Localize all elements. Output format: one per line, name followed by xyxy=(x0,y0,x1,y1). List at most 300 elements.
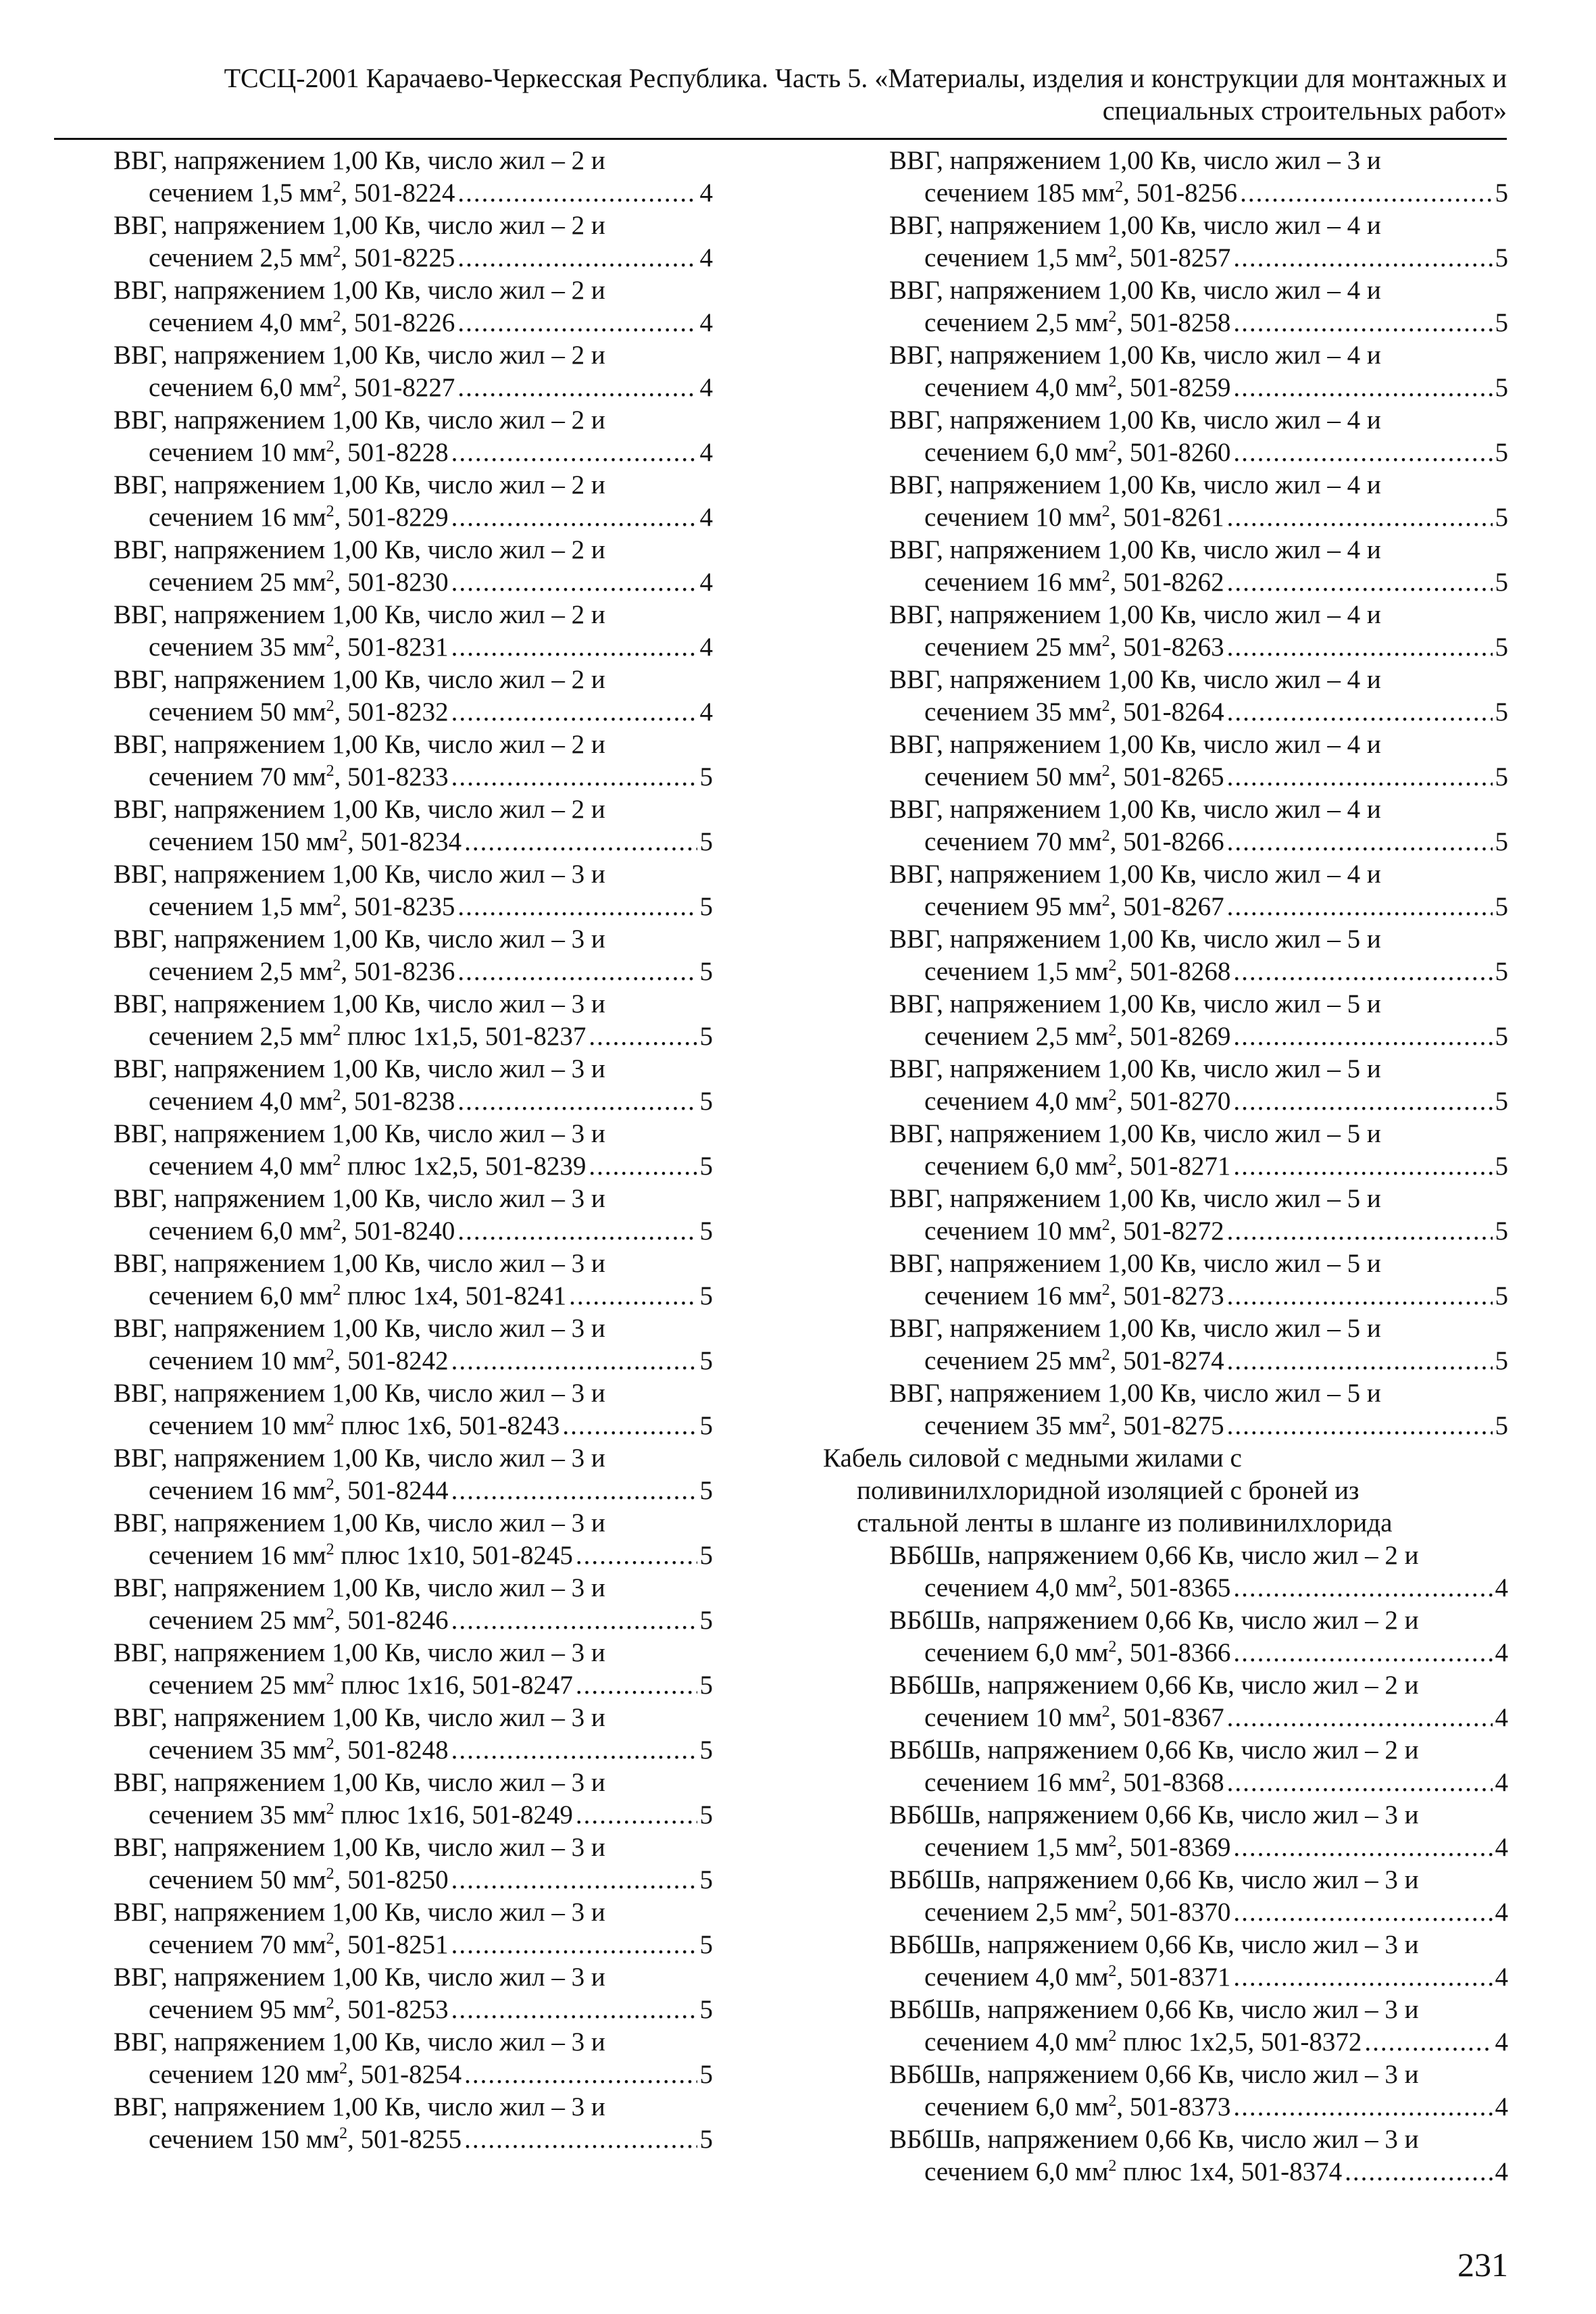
section-heading-line: поливинилхлоридной изоляцией с броней из xyxy=(857,1476,1360,1505)
entry-code-text: , 501-8268 xyxy=(1116,957,1231,986)
entry-code-text: , 501-8371 xyxy=(1116,1963,1231,1992)
entry-size-text: сечением 1,5 мм xyxy=(149,892,333,921)
entry-detail-line xyxy=(823,891,1508,923)
entry-section-text xyxy=(924,891,1224,923)
dot-leader xyxy=(464,2059,697,2091)
entry-code-text: , 501-8244 xyxy=(334,1476,449,1505)
entry-detail-line xyxy=(114,566,713,599)
entry-superscript: 2 xyxy=(326,697,334,715)
entry-size-text: сечением 2,5 мм xyxy=(924,1898,1109,1927)
dot-leader xyxy=(569,1280,697,1312)
entry-size-text: сечением 35 мм xyxy=(924,697,1102,727)
entry-superscript: 2 xyxy=(326,1800,334,1818)
entry-detail-line xyxy=(823,1150,1508,1183)
entry-page-number: 5 xyxy=(699,2060,713,2089)
entry-section-text xyxy=(924,1831,1230,1864)
index-entry xyxy=(114,145,713,210)
entry-superscript: 2 xyxy=(326,1541,334,1558)
entry-section-text xyxy=(149,761,449,793)
dot-leader xyxy=(457,1215,697,1248)
entry-page-number: 5 xyxy=(1495,1281,1508,1310)
entry-section-text xyxy=(149,1410,559,1442)
entry-detail-line xyxy=(114,437,713,469)
entry-superscript: 2 xyxy=(1101,697,1110,715)
entry-section-text xyxy=(149,1475,449,1507)
entry-code-text: , 501-8269 xyxy=(1116,1022,1231,1051)
index-entry xyxy=(823,2059,1508,2123)
entry-superscript: 2 xyxy=(1108,373,1117,391)
entry-title: ВВГ, напряжением 1,00 Кв, число жил – 3 и xyxy=(889,146,1381,175)
entry-size-text: сечением 50 мм xyxy=(924,762,1102,791)
entry-section-text xyxy=(149,1864,449,1896)
dot-leader xyxy=(457,891,697,923)
index-entry xyxy=(114,274,713,339)
entry-code-text: , 501-8261 xyxy=(1109,503,1224,532)
dot-leader xyxy=(1227,761,1493,793)
dot-leader xyxy=(457,242,697,274)
index-entry xyxy=(114,469,713,534)
entry-superscript: 2 xyxy=(326,503,334,520)
index-entry xyxy=(823,1799,1508,1864)
entry-superscript: 2 xyxy=(1101,1703,1110,1721)
index-entry xyxy=(823,534,1508,599)
entry-code-text: плюс 1x1,5, 501-8237 xyxy=(341,1022,587,1051)
index-entry xyxy=(823,1312,1508,1377)
entry-section-text xyxy=(149,1215,455,1248)
entry-size-text: сечением 50 мм xyxy=(149,697,326,727)
entry-size-text: сечением 10 мм xyxy=(149,438,326,467)
entry-page-number: 5 xyxy=(1495,568,1508,597)
entry-size-text: сечением 25 мм xyxy=(149,1671,326,1700)
entry-code-text: , 501-8263 xyxy=(1109,633,1224,662)
section-heading-line: стальной ленты в шланге из поливинилхлорида xyxy=(857,1508,1393,1537)
dot-leader xyxy=(451,566,697,599)
dot-leader xyxy=(1233,1896,1492,1929)
entry-size-text: сечением 16 мм xyxy=(924,568,1102,597)
entry-code-text: , 501-8373 xyxy=(1116,2092,1231,2121)
dot-leader xyxy=(457,372,697,404)
entry-page-number: 4 xyxy=(699,308,713,337)
entry-title: ВБбШв, напряжением 0,66 Кв, число жил – 2 и xyxy=(889,1606,1419,1635)
entry-page-number: 5 xyxy=(699,1476,713,1505)
entry-superscript: 2 xyxy=(1101,503,1110,520)
entry-superscript: 2 xyxy=(1108,1022,1117,1039)
entry-title: ВВГ, напряжением 1,00 Кв, число жил – 5 и xyxy=(889,1184,1381,1213)
dot-leader xyxy=(1227,1702,1493,1734)
entry-detail-line xyxy=(823,307,1508,339)
entry-page-number: 5 xyxy=(699,1606,713,1635)
entry-size-text: сечением 6,0 мм xyxy=(924,438,1109,467)
entry-title: ВВГ, напряжением 1,00 Кв, число жил – 3 и xyxy=(114,1119,605,1148)
entry-section-text xyxy=(924,177,1237,210)
entry-size-text: сечением 16 мм xyxy=(149,1476,326,1505)
entry-page-number: 5 xyxy=(699,1930,713,1959)
entry-section-text xyxy=(149,696,449,729)
entry-detail-line xyxy=(823,1020,1508,1053)
index-entry xyxy=(114,1961,713,2026)
entry-page-number: 5 xyxy=(699,1152,713,1181)
entry-page-number: 4 xyxy=(699,697,713,727)
entry-title: ВВГ, напряжением 1,00 Кв, число жил – 3 и xyxy=(114,925,605,954)
index-entry xyxy=(823,1864,1508,1929)
entry-superscript: 2 xyxy=(332,178,341,196)
entry-superscript: 2 xyxy=(326,1930,334,1948)
dot-leader xyxy=(451,631,697,664)
dot-leader xyxy=(1233,1085,1492,1118)
entry-page-number: 5 xyxy=(699,892,713,921)
dot-leader xyxy=(457,177,697,210)
entry-section-text xyxy=(924,1896,1230,1929)
running-header xyxy=(54,62,1507,127)
index-entry xyxy=(823,1734,1508,1799)
entry-section-text xyxy=(924,566,1224,599)
entry-section-text xyxy=(924,631,1224,664)
dot-leader xyxy=(451,1604,697,1637)
entry-code-text: , 501-8235 xyxy=(341,892,455,921)
entry-page-number: 5 xyxy=(699,1346,713,1375)
entry-superscript: 2 xyxy=(1108,957,1117,975)
entry-title: ВВГ, напряжением 1,00 Кв, число жил – 2 и xyxy=(114,470,605,499)
entry-title: ВВГ, напряжением 1,00 Кв, число жил – 2 и xyxy=(114,795,605,824)
dot-leader xyxy=(576,1669,697,1702)
entry-size-text: сечением 70 мм xyxy=(149,1930,326,1959)
entry-detail-line xyxy=(823,1767,1508,1799)
dot-leader xyxy=(1233,2091,1492,2123)
entry-title: ВВГ, напряжением 1,00 Кв, число жил – 2 и xyxy=(114,276,605,305)
entry-section-text xyxy=(924,1280,1224,1312)
index-entry xyxy=(114,1183,713,1248)
entry-title: ВБбШв, напряжением 0,66 Кв, число жил – 2 и xyxy=(889,1736,1419,1765)
entry-code-text: , 501-8257 xyxy=(1116,243,1231,272)
index-entry xyxy=(823,274,1508,339)
entry-section-text xyxy=(149,1020,586,1053)
entry-size-text: сечением 16 мм xyxy=(149,503,326,532)
section-heading xyxy=(823,1442,1508,1540)
section-heading-line: Кабель силовой с медными жилами с xyxy=(823,1444,1242,1473)
entry-size-text: сечением 10 мм xyxy=(924,1703,1102,1732)
entry-page-number: 4 xyxy=(1495,1573,1508,1602)
entry-superscript: 2 xyxy=(1108,1087,1117,1104)
entry-title: ВВГ, напряжением 1,00 Кв, число жил – 3 и xyxy=(114,1963,605,1992)
entry-superscript: 2 xyxy=(326,1736,334,1753)
entry-size-text: сечением 1,5 мм xyxy=(924,957,1109,986)
entry-page-number: 5 xyxy=(699,1411,713,1440)
entry-title: ВВГ, напряжением 1,00 Кв, число жил – 3 и xyxy=(114,1898,605,1927)
index-entry xyxy=(114,1248,713,1312)
entry-title: ВВГ, напряжением 1,00 Кв, число жил – 2 и xyxy=(114,146,605,175)
entry-superscript: 2 xyxy=(1101,633,1110,650)
entry-section-text xyxy=(149,1085,455,1118)
entry-superscript: 2 xyxy=(332,1152,341,1169)
entry-code-text: , 501-8270 xyxy=(1116,1087,1231,1116)
entry-code-text: , 501-8266 xyxy=(1109,827,1224,856)
index-entry xyxy=(114,2091,713,2156)
entry-page-number: 5 xyxy=(1495,1022,1508,1051)
entry-superscript: 2 xyxy=(1108,308,1117,326)
entry-size-text: сечением 2,5 мм xyxy=(924,1022,1109,1051)
entry-section-text xyxy=(149,501,449,534)
entry-detail-line xyxy=(114,372,713,404)
entry-detail-line xyxy=(823,2026,1508,2059)
entry-size-text: сечением 4,0 мм xyxy=(924,1573,1109,1602)
index-entry xyxy=(114,2026,713,2091)
dot-leader xyxy=(457,307,697,339)
entry-page-number: 4 xyxy=(1495,1898,1508,1927)
entry-title: ВВГ, напряжением 1,00 Кв, число жил – 3 и xyxy=(114,1768,605,1797)
dot-leader xyxy=(1227,566,1493,599)
entry-section-text xyxy=(149,177,455,210)
entry-superscript: 2 xyxy=(1108,243,1117,261)
entry-code-text: , 501-8272 xyxy=(1109,1216,1224,1246)
entry-section-text xyxy=(149,1150,586,1183)
entry-superscript: 2 xyxy=(332,892,341,910)
dot-leader xyxy=(1227,1280,1493,1312)
entry-page-number: 5 xyxy=(1495,827,1508,856)
entry-superscript: 2 xyxy=(332,1022,341,1039)
entry-size-text: сечением 25 мм xyxy=(149,568,326,597)
entry-page-number: 5 xyxy=(699,1995,713,2024)
entry-detail-line xyxy=(114,1734,713,1767)
entry-size-text: сечением 25 мм xyxy=(924,633,1102,662)
entry-size-text: сечением 1,5 мм xyxy=(149,178,333,207)
entry-code-text: , 501-8368 xyxy=(1109,1768,1224,1797)
dot-leader xyxy=(1227,1215,1493,1248)
dot-leader xyxy=(457,956,697,988)
entry-page-number: 5 xyxy=(1495,1152,1508,1181)
header-divider xyxy=(54,138,1507,140)
index-entry xyxy=(823,404,1508,469)
entry-section-text xyxy=(149,566,449,599)
index-entry xyxy=(823,664,1508,729)
entry-section-text xyxy=(924,501,1224,534)
entry-title: ВВГ, напряжением 1,00 Кв, число жил – 5 и xyxy=(889,1314,1381,1343)
entry-title: ВВГ, напряжением 1,00 Кв, число жил – 5 и xyxy=(889,1379,1381,1408)
entry-size-text: сечением 6,0 мм xyxy=(149,1216,333,1246)
entry-page-number: 5 xyxy=(1495,762,1508,791)
entry-section-text xyxy=(924,437,1230,469)
dot-leader xyxy=(451,1345,697,1377)
entry-title: ВВГ, напряжением 1,00 Кв, число жил – 2 и xyxy=(114,211,605,240)
dot-leader xyxy=(1227,1345,1493,1377)
entry-superscript: 2 xyxy=(1108,1573,1117,1591)
entry-section-text xyxy=(149,1280,566,1312)
index-entry xyxy=(114,1312,713,1377)
entry-title: ВВГ, напряжением 1,00 Кв, число жил – 4 и xyxy=(889,600,1381,629)
entry-code-text: , 501-8260 xyxy=(1116,438,1231,467)
entry-size-text: сечением 2,5 мм xyxy=(149,243,333,272)
entry-page-number: 5 xyxy=(699,1800,713,1829)
entry-detail-line xyxy=(114,177,713,210)
entry-superscript: 2 xyxy=(339,2125,348,2142)
entry-detail-line xyxy=(114,1994,713,2026)
dot-leader xyxy=(1227,501,1493,534)
entry-section-text xyxy=(149,307,455,339)
entry-code-text: , 501-8265 xyxy=(1109,762,1224,791)
entry-page-number: 4 xyxy=(699,178,713,207)
entry-title: ВВГ, напряжением 1,00 Кв, число жил – 4 и xyxy=(889,795,1381,824)
entry-section-text xyxy=(149,1345,449,1377)
entry-title: ВВГ, напряжением 1,00 Кв, число жил – 3 и xyxy=(114,1184,605,1213)
entry-code-text: , 501-8240 xyxy=(341,1216,455,1246)
entry-detail-line xyxy=(823,2091,1508,2123)
entry-code-text: , 501-8250 xyxy=(334,1865,449,1894)
index-entry xyxy=(823,1377,1508,1442)
entry-section-text xyxy=(924,1637,1230,1669)
index-entry xyxy=(823,1604,1508,1669)
entry-page-number: 5 xyxy=(1495,1087,1508,1116)
dot-leader xyxy=(451,1994,697,2026)
entry-page-number: 5 xyxy=(1495,438,1508,467)
index-entry xyxy=(823,729,1508,793)
entry-code-text: , 501-8251 xyxy=(334,1930,449,1959)
entry-superscript: 2 xyxy=(1101,827,1110,845)
index-entry xyxy=(823,2123,1508,2188)
entry-page-number: 5 xyxy=(699,2125,713,2154)
entry-detail-line xyxy=(823,501,1508,534)
entry-section-text xyxy=(924,956,1230,988)
index-entry xyxy=(823,923,1508,988)
dot-leader xyxy=(451,696,697,729)
entry-superscript: 2 xyxy=(1101,892,1110,910)
entry-title: ВВГ, напряжением 1,00 Кв, число жил – 3 и xyxy=(114,2027,605,2057)
entry-section-text xyxy=(924,1020,1230,1053)
entry-detail-line xyxy=(114,1799,713,1831)
entry-page-number: 5 xyxy=(1495,1411,1508,1440)
entry-page-number: 5 xyxy=(1495,308,1508,337)
entry-code-text: , 501-8228 xyxy=(334,438,449,467)
entry-superscript: 2 xyxy=(1101,568,1110,585)
entry-page-number: 4 xyxy=(699,503,713,532)
dot-leader xyxy=(1227,891,1493,923)
entry-section-text xyxy=(149,1994,449,2026)
entry-detail-line xyxy=(114,826,713,858)
entry-code-text: , 501-8258 xyxy=(1116,308,1231,337)
dot-leader xyxy=(562,1410,697,1442)
entry-title: ВВГ, напряжением 1,00 Кв, число жил – 2 и xyxy=(114,600,605,629)
entry-superscript: 2 xyxy=(1108,2092,1117,2110)
entry-code-text: плюс 1x16, 501-8247 xyxy=(334,1671,573,1700)
entry-size-text: сечением 10 мм xyxy=(924,503,1102,532)
entry-size-text: сечением 16 мм xyxy=(924,1281,1102,1310)
dot-leader xyxy=(1233,1572,1492,1604)
entry-page-number: 5 xyxy=(1495,373,1508,402)
entry-superscript: 2 xyxy=(1108,2027,1117,2045)
entry-superscript: 2 xyxy=(332,373,341,391)
entry-code-text: , 501-8224 xyxy=(341,178,455,207)
entry-detail-line xyxy=(114,1475,713,1507)
entry-size-text: сечением 4,0 мм xyxy=(149,1087,333,1116)
entry-section-text xyxy=(149,1734,449,1767)
index-entry xyxy=(823,1929,1508,1994)
entry-page-number: 5 xyxy=(1495,957,1508,986)
entry-section-text xyxy=(149,826,462,858)
entry-page-number: 4 xyxy=(1495,2092,1508,2121)
entry-detail-line xyxy=(823,696,1508,729)
entry-detail-line xyxy=(114,1215,713,1248)
entry-page-number: 4 xyxy=(1495,1768,1508,1797)
entry-section-text xyxy=(149,956,455,988)
entry-detail-line xyxy=(823,631,1508,664)
running-header-line: специальных строительных работ» xyxy=(1102,95,1507,126)
entry-code-text: плюс 1x2,5, 501-8239 xyxy=(341,1152,587,1181)
entry-detail-line xyxy=(823,761,1508,793)
dot-leader xyxy=(1233,242,1492,274)
entry-code-text: плюс 1x6, 501-8243 xyxy=(334,1411,560,1440)
entry-size-text: сечением 35 мм xyxy=(149,1736,326,1765)
entry-page-number: 5 xyxy=(1495,892,1508,921)
entry-size-text: сечением 4,0 мм xyxy=(924,2027,1109,2057)
entry-superscript: 2 xyxy=(1108,2157,1117,2175)
entry-title: ВБбШв, напряжением 0,66 Кв, число жил – 3 и xyxy=(889,2125,1419,2154)
entry-title: ВБбШв, напряжением 0,66 Кв, число жил – 3 и xyxy=(889,2060,1419,2089)
entry-superscript: 2 xyxy=(1108,1833,1117,1850)
entry-size-text: сечением 4,0 мм xyxy=(924,1087,1109,1116)
index-entry xyxy=(114,923,713,988)
entry-section-text xyxy=(149,2123,462,2156)
entry-title: ВБбШв, напряжением 0,66 Кв, число жил – 2 и xyxy=(889,1541,1419,1570)
entry-title: ВВГ, напряжением 1,00 Кв, число жил – 3 и xyxy=(114,989,605,1018)
entry-title: ВВГ, напряжением 1,00 Кв, число жил – 5 и xyxy=(889,925,1381,954)
entry-superscript: 2 xyxy=(339,2060,348,2077)
entry-size-text: сечением 6,0 мм xyxy=(924,1152,1109,1181)
entry-title: ВВГ, напряжением 1,00 Кв, число жил – 3 и xyxy=(114,860,605,889)
entry-code-text: , 501-8227 xyxy=(341,373,455,402)
entry-code-text: , 501-8226 xyxy=(341,308,455,337)
entry-superscript: 2 xyxy=(1108,1152,1117,1169)
entry-superscript: 2 xyxy=(326,1606,334,1623)
index-entry xyxy=(114,1831,713,1896)
entry-code-text: плюс 1x4, 501-8374 xyxy=(1116,2157,1343,2186)
entry-code-text: , 501-8365 xyxy=(1116,1573,1231,1602)
entry-detail-line xyxy=(823,1831,1508,1864)
entry-size-text: сечением 4,0 мм xyxy=(924,373,1109,402)
entry-page-number: 4 xyxy=(699,243,713,272)
dot-leader xyxy=(451,501,697,534)
entry-title: ВВГ, напряжением 1,00 Кв, число жил – 3 и xyxy=(114,2092,605,2121)
entry-superscript: 2 xyxy=(1101,1346,1110,1364)
entry-size-text: сечением 1,5 мм xyxy=(924,1833,1109,1862)
index-entry xyxy=(114,1637,713,1702)
page-number: 231 xyxy=(1457,2246,1508,2284)
entry-size-text: сечением 4,0 мм xyxy=(149,1152,333,1181)
entry-section-text xyxy=(924,1961,1230,1994)
entry-page-number: 5 xyxy=(1495,503,1508,532)
entry-title: ВВГ, напряжением 1,00 Кв, число жил – 4 и xyxy=(889,211,1381,240)
entry-size-text: сечением 4,0 мм xyxy=(149,308,333,337)
entry-section-text xyxy=(924,242,1230,274)
right-entry-list xyxy=(823,145,1508,1442)
entry-size-text: сечением 35 мм xyxy=(924,1411,1102,1440)
entry-superscript: 2 xyxy=(332,1216,341,1234)
entry-detail-line xyxy=(823,826,1508,858)
index-entry xyxy=(823,793,1508,858)
entry-detail-line xyxy=(114,891,713,923)
index-entry xyxy=(823,1118,1508,1183)
entry-size-text: сечением 2,5 мм xyxy=(924,308,1109,337)
entry-page-number: 4 xyxy=(1495,2027,1508,2057)
entry-code-text: , 501-8370 xyxy=(1116,1898,1231,1927)
entry-code-text: , 501-8366 xyxy=(1116,1638,1231,1667)
entry-code-text: , 501-8274 xyxy=(1109,1346,1224,1375)
dot-leader xyxy=(1345,2156,1492,2188)
entry-page-number: 5 xyxy=(699,1671,713,1700)
entry-superscript: 2 xyxy=(326,1476,334,1494)
entry-detail-line xyxy=(823,1410,1508,1442)
index-entry xyxy=(114,729,713,793)
dot-leader xyxy=(1233,956,1492,988)
entry-page-number: 5 xyxy=(699,1022,713,1051)
dot-leader xyxy=(464,2123,697,2156)
